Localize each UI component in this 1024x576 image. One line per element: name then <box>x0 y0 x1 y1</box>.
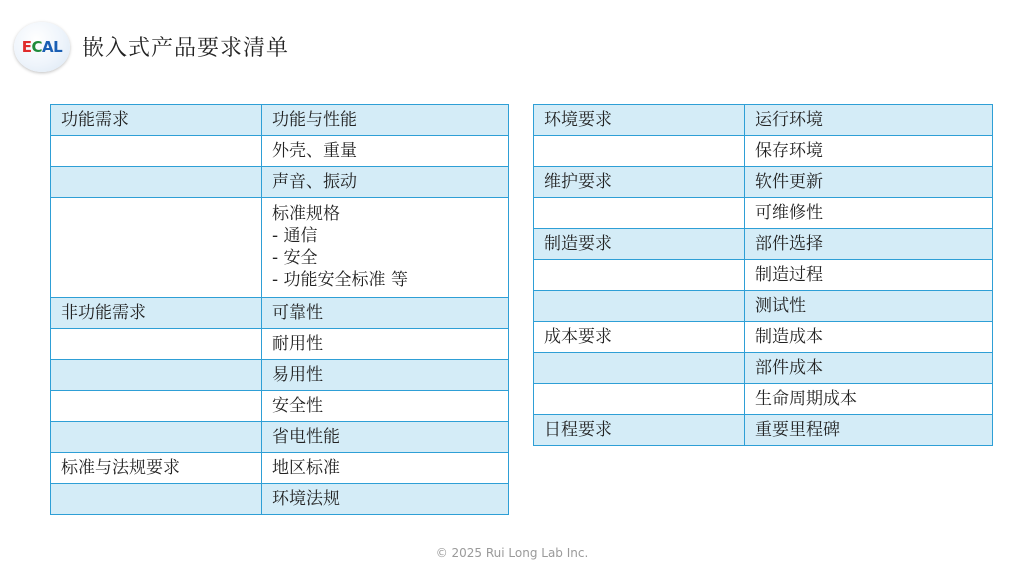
requirement-label: 环境法规 <box>272 489 340 509</box>
requirement-label: 安全性 <box>272 396 323 416</box>
category-cell: 环境要求 <box>534 105 745 136</box>
category-cell: 维护要求 <box>534 167 745 198</box>
requirement-label: 重要里程碑 <box>755 420 840 440</box>
requirement-cell <box>262 329 509 360</box>
requirement-cell <box>262 105 509 136</box>
category-cell: 非功能需求 <box>51 298 262 329</box>
table-row <box>534 322 993 353</box>
category-cell <box>534 136 745 167</box>
requirement-label: 制造过程 <box>755 265 823 285</box>
category-cell <box>51 167 262 198</box>
category-cell <box>534 291 745 322</box>
table-row <box>534 384 993 415</box>
requirement-label: 部件选择 <box>755 234 823 254</box>
requirement-cell <box>745 136 993 167</box>
category-cell: 日程要求 <box>534 415 745 446</box>
requirement-label: 易用性 <box>272 365 323 385</box>
table-row <box>534 291 993 322</box>
category-cell <box>51 484 262 515</box>
table-row <box>51 484 509 515</box>
requirement-label: 省电性能 <box>272 427 340 447</box>
table-row <box>534 260 993 291</box>
table-row <box>51 298 509 329</box>
table-row <box>51 422 509 453</box>
requirement-cell <box>745 353 993 384</box>
page-title: 嵌入式产品要求清单 <box>82 36 290 61</box>
requirement-cell <box>262 484 509 515</box>
table-row <box>534 415 993 446</box>
table-row <box>534 136 993 167</box>
table-row <box>534 229 993 260</box>
category-cell <box>51 422 262 453</box>
table-row <box>51 329 509 360</box>
requirement-label: 生命周期成本 <box>755 389 857 409</box>
logo-text <box>22 38 62 56</box>
table-row <box>51 453 509 484</box>
category-cell: 功能需求 <box>51 105 262 136</box>
requirement-label: 声音、振动 <box>272 172 357 192</box>
table-row <box>534 198 993 229</box>
requirement-cell <box>262 298 509 329</box>
requirement-cell <box>745 415 993 446</box>
requirement-label: 地区标准 <box>272 458 340 478</box>
table-row <box>51 105 509 136</box>
table-row <box>51 167 509 198</box>
requirement-cell <box>745 291 993 322</box>
category-cell <box>51 136 262 167</box>
requirement-cell <box>262 422 509 453</box>
requirement-label: 标准规格 <box>272 204 340 224</box>
requirement-label: 功能与性能 <box>272 110 357 130</box>
requirement-subitem: - 通信 <box>272 226 318 246</box>
requirement-cell <box>745 384 993 415</box>
category-cell <box>534 198 745 229</box>
copyright-footer: © 2025 Rui Long Lab Inc. <box>435 546 589 560</box>
requirement-cell <box>262 360 509 391</box>
table-row <box>51 391 509 422</box>
category-cell <box>51 360 262 391</box>
table-row <box>534 105 993 136</box>
table-row <box>51 360 509 391</box>
requirement-cell <box>262 167 509 198</box>
logo-letter: C <box>31 38 43 56</box>
requirement-subitem: - 安全 <box>272 248 318 268</box>
requirement-label: 耐用性 <box>272 334 323 354</box>
requirement-cell <box>262 391 509 422</box>
table-row <box>51 136 509 167</box>
category-cell: 标准与法规要求 <box>51 453 262 484</box>
right-requirements-table <box>533 104 993 446</box>
requirement-cell <box>745 198 993 229</box>
table-row <box>51 198 509 298</box>
category-cell <box>51 198 262 298</box>
category-cell: 成本要求 <box>534 322 745 353</box>
category-cell <box>51 391 262 422</box>
left-requirements-table <box>50 104 509 515</box>
requirement-cell <box>745 105 993 136</box>
ecal-logo <box>14 22 70 72</box>
requirement-subitem: - 功能安全标准 等 <box>272 270 408 290</box>
table-row <box>534 353 993 384</box>
requirement-cell <box>262 136 509 167</box>
category-cell <box>51 329 262 360</box>
requirement-label: 软件更新 <box>755 172 823 192</box>
requirement-label: 保存环境 <box>755 141 823 161</box>
category-cell <box>534 384 745 415</box>
requirement-label: 制造成本 <box>755 327 823 347</box>
category-cell: 制造要求 <box>534 229 745 260</box>
requirement-cell <box>745 167 993 198</box>
category-cell <box>534 260 745 291</box>
requirement-cell <box>745 322 993 353</box>
requirement-label: 外壳、重量 <box>272 141 357 161</box>
requirement-label: 可靠性 <box>272 303 323 323</box>
requirement-cell <box>745 229 993 260</box>
requirement-cell <box>262 453 509 484</box>
requirement-label: 运行环境 <box>755 110 823 130</box>
requirement-cell <box>262 198 509 298</box>
logo-letter: A <box>42 38 54 56</box>
table-row <box>534 167 993 198</box>
category-cell <box>534 353 745 384</box>
logo-letter: L <box>53 38 63 56</box>
requirement-label: 可维修性 <box>755 203 823 223</box>
requirement-cell <box>745 260 993 291</box>
logo-letter: E <box>21 38 32 56</box>
requirement-label: 部件成本 <box>755 358 823 378</box>
requirement-label: 测试性 <box>755 296 806 316</box>
